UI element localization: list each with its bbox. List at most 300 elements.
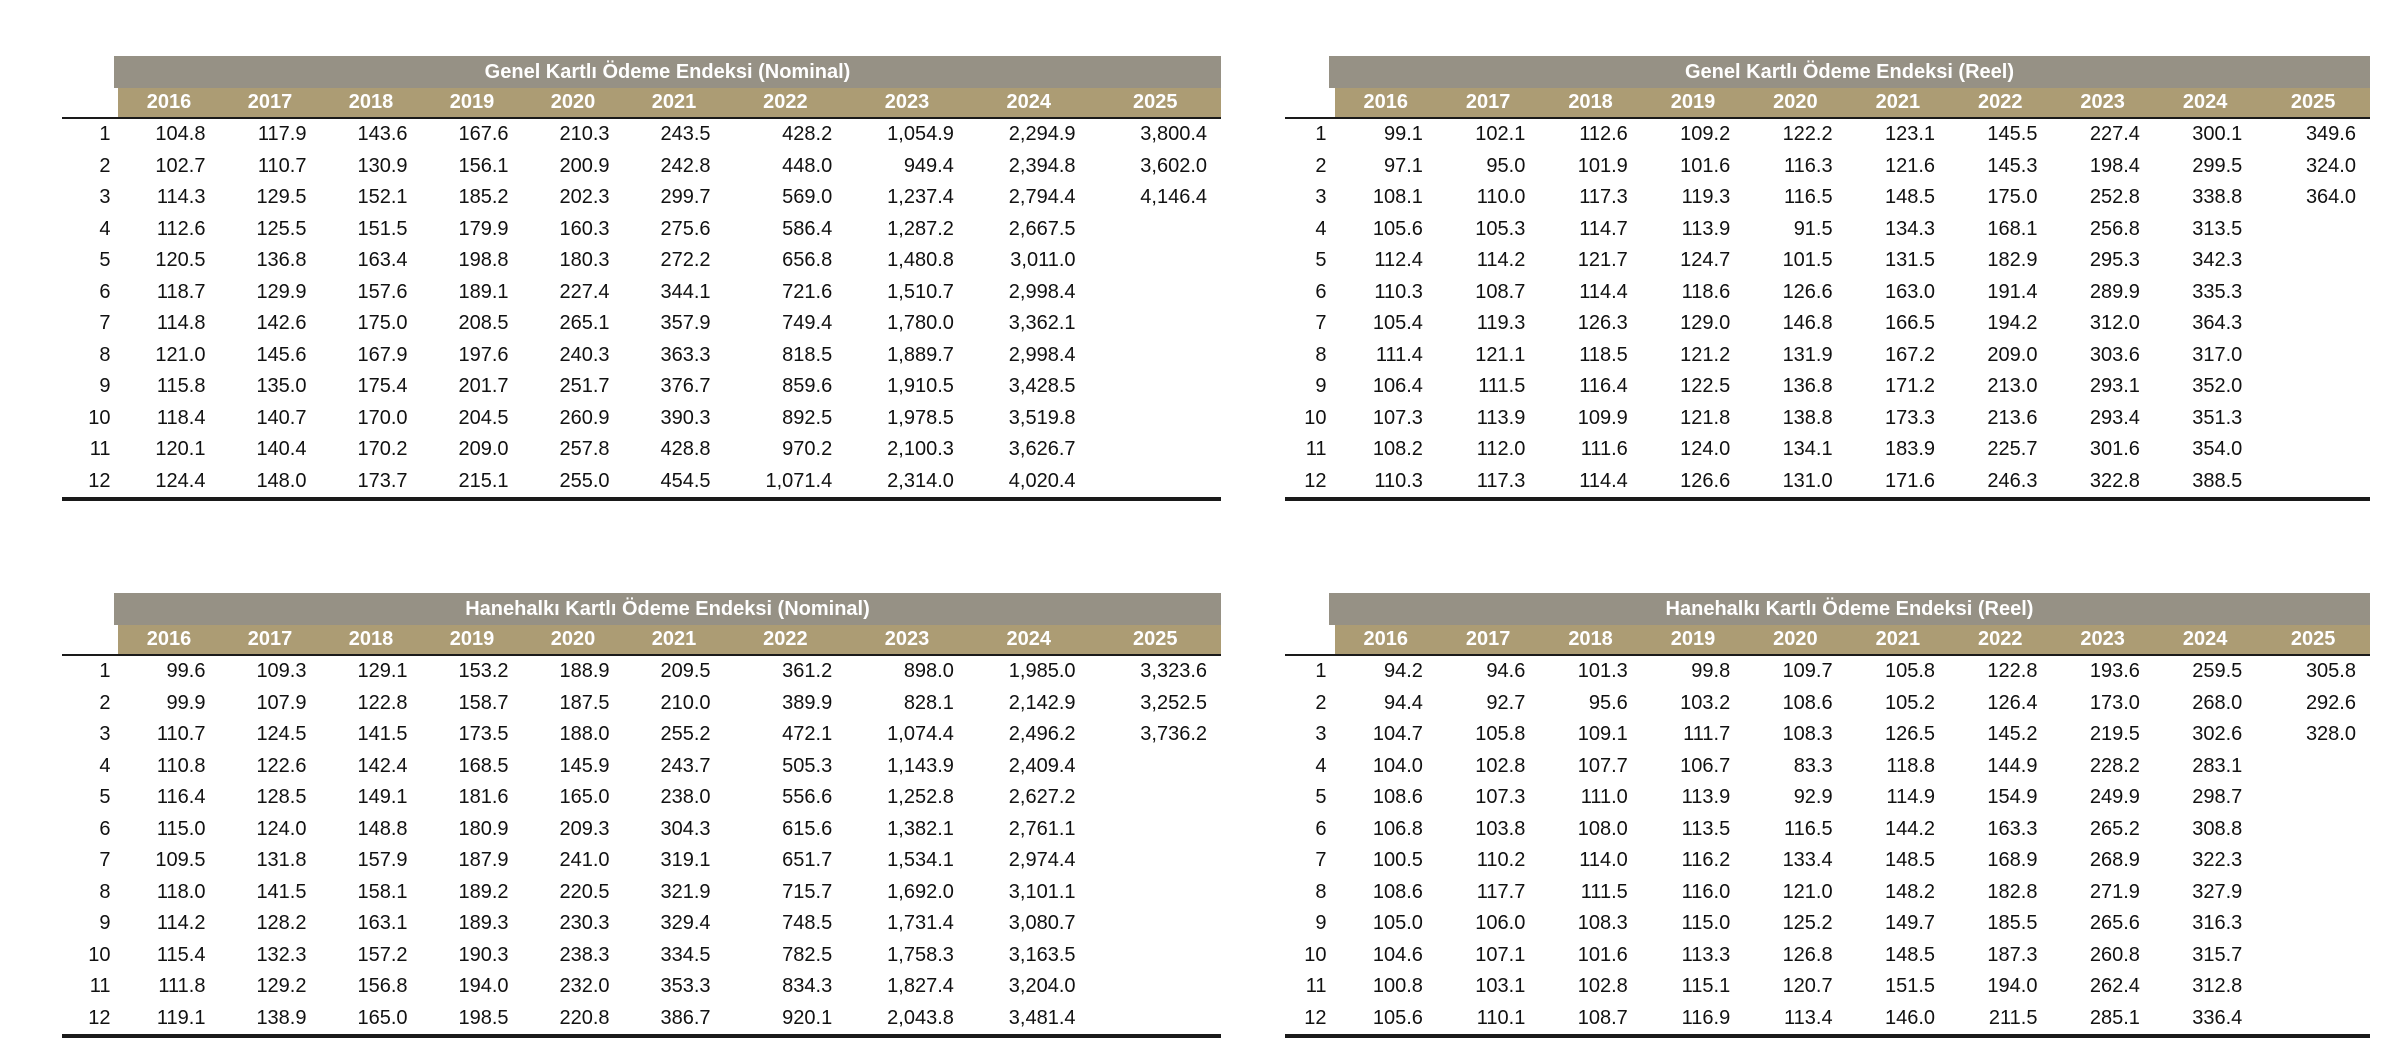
year-header: 2021 (624, 88, 725, 118)
value-cell: 211.5 (1988, 1006, 2038, 1029)
value-cell: 101.5 (1782, 249, 1833, 272)
value-cell: 111.6 (1580, 438, 1628, 461)
table-row (62, 751, 1221, 783)
value-cell: 180.3 (559, 249, 610, 272)
value-cell: 100.5 (1372, 849, 1423, 872)
value-cell (2256, 277, 2370, 309)
value-cell: 118.8 (1886, 754, 1936, 777)
value-cell (1090, 371, 1221, 403)
value-cell: 173.0 (2089, 691, 2140, 714)
value-cell: 105.6 (1372, 217, 1423, 240)
value-cell: 102.8 (1475, 754, 1526, 777)
value-cell: 265.2 (2089, 817, 2140, 840)
table-row (62, 371, 1221, 403)
value-cell: 121.2 (1680, 343, 1731, 366)
value-cell: 238.3 (559, 943, 610, 966)
month-label: 8 (99, 343, 111, 366)
table-row (1285, 151, 2370, 183)
value-cell: 116.5 (1784, 817, 1833, 840)
year-header: 2024 (2154, 625, 2256, 655)
value-cell: 364.0 (2305, 186, 2356, 209)
value-cell: 102.1 (1475, 123, 1526, 146)
value-cell: 99.1 (1384, 123, 1423, 146)
value-cell: 4,146.4 (1140, 186, 1207, 209)
value-cell: 110.7 (156, 723, 206, 746)
value-cell: 335.3 (2192, 280, 2243, 303)
value-cell: 113.9 (1681, 786, 1731, 809)
value-cell: 255.2 (660, 723, 711, 746)
value-cell: 116.3 (1784, 154, 1833, 177)
value-cell: 149.1 (357, 786, 408, 809)
value-cell: 1,252.8 (887, 786, 954, 809)
year-header: 2020 (1744, 625, 1846, 655)
value-cell: 163.0 (1884, 280, 1936, 303)
value-cell: 1,692.0 (887, 880, 954, 903)
value-cell: 353.3 (660, 975, 711, 998)
table-row (1285, 403, 2370, 435)
table-row (62, 814, 1221, 846)
value-cell: 185.5 (1987, 912, 2038, 935)
year-header: 2024 (968, 88, 1090, 118)
year-header: 2019 (422, 625, 523, 655)
table-row (62, 877, 1221, 909)
header-blank (1285, 625, 1335, 655)
value-cell: 117.7 (1476, 880, 1526, 903)
value-cell: 114.9 (1886, 786, 1936, 809)
value-cell: 99.6 (166, 660, 206, 683)
month-label: 3 (99, 723, 111, 746)
value-cell: 818.5 (782, 343, 833, 366)
value-cell (2256, 308, 2370, 340)
year-header: 2017 (1437, 88, 1539, 118)
value-cell (1090, 845, 1221, 877)
value-cell: 3,428.5 (1008, 375, 1076, 398)
value-cell: 108.7 (1577, 1006, 1628, 1029)
month-label: 9 (1315, 912, 1327, 935)
value-cell: 213.6 (1987, 406, 2038, 429)
table-row (1285, 751, 2370, 783)
value-cell: 357.9 (660, 312, 711, 335)
value-cell (1090, 940, 1221, 972)
value-cell: 3,362.1 (1008, 312, 1076, 335)
value-cell: 108.1 (1372, 186, 1423, 209)
value-cell (2256, 814, 2370, 846)
value-cell: 312.8 (2192, 975, 2243, 998)
table-row (62, 182, 1221, 214)
year-header: 2019 (422, 88, 523, 118)
table-row (1285, 245, 2370, 277)
table-row (1285, 182, 2370, 214)
value-cell: 108.6 (1372, 786, 1423, 809)
value-cell: 117.9 (257, 123, 307, 146)
value-cell: 303.6 (2089, 343, 2140, 366)
value-cell: 141.5 (357, 723, 408, 746)
value-cell: 327.9 (2192, 880, 2243, 903)
value-cell: 118.5 (1579, 343, 1628, 366)
value-cell: 101.9 (1577, 154, 1628, 177)
value-cell: 2,294.9 (1008, 123, 1076, 146)
value-cell: 285.1 (2089, 1006, 2140, 1029)
month-label: 3 (1315, 186, 1327, 209)
value-cell: 3,602.0 (1140, 154, 1207, 177)
value-cell: 114.7 (1579, 217, 1628, 240)
value-cell: 272.2 (660, 249, 711, 272)
value-cell: 105.4 (1372, 312, 1423, 335)
value-cell: 209.5 (660, 660, 711, 683)
value-cell: 95.0 (1486, 154, 1526, 177)
value-cell: 138.8 (1782, 406, 1833, 429)
value-cell: 110.3 (1374, 469, 1423, 492)
value-cell: 121.6 (1884, 154, 1936, 177)
value-cell: 116.0 (1681, 880, 1731, 903)
value-cell: 140.7 (256, 406, 307, 429)
month-label: 4 (1315, 754, 1327, 777)
month-label: 12 (1304, 469, 1327, 492)
value-cell: 131.9 (1782, 343, 1833, 366)
value-cell: 1,827.4 (887, 975, 954, 998)
value-cell (1090, 340, 1221, 372)
value-cell: 112.6 (156, 217, 206, 240)
table-row (1285, 118, 2370, 151)
value-cell: 2,409.4 (1008, 754, 1076, 777)
value-cell: 4,020.4 (1008, 469, 1076, 492)
value-cell: 329.4 (660, 912, 711, 935)
month-label: 11 (89, 438, 111, 461)
value-cell: 156.1 (458, 154, 509, 177)
value-cell: 364.3 (2192, 312, 2243, 335)
value-cell: 201.7 (458, 375, 509, 398)
value-cell: 3,323.6 (1140, 660, 1207, 683)
value-cell: 145.3 (1987, 154, 2038, 177)
value-cell: 156.8 (357, 975, 408, 998)
value-cell: 105.2 (1884, 691, 1936, 714)
value-cell: 316.3 (2192, 912, 2243, 935)
table-row (62, 688, 1221, 720)
value-cell: 129.0 (1680, 312, 1731, 335)
data-table (62, 88, 1221, 501)
month-label: 11 (1305, 975, 1327, 998)
data-table (1285, 625, 2370, 1038)
value-cell: 243.7 (660, 754, 711, 777)
month-label: 10 (88, 943, 111, 966)
value-cell: 101.6 (1577, 943, 1628, 966)
year-header: 2025 (1090, 625, 1221, 655)
value-cell: 2,142.9 (1008, 691, 1076, 714)
value-cell: 3,481.4 (1008, 1006, 1076, 1029)
value-cell: 1,054.9 (887, 123, 954, 146)
value-cell: 132.3 (256, 943, 307, 966)
year-header: 2019 (1642, 88, 1744, 118)
value-cell: 651.7 (782, 849, 833, 872)
value-cell: 1,985.0 (1008, 660, 1076, 683)
value-cell: 116.5 (1784, 186, 1833, 209)
table-row (62, 340, 1221, 372)
value-cell (2256, 245, 2370, 277)
year-header: 2021 (1847, 88, 1949, 118)
value-cell: 115.8 (156, 375, 206, 398)
value-cell: 3,626.7 (1008, 438, 1076, 461)
value-cell: 110.1 (1476, 1006, 1526, 1029)
value-cell: 118.4 (156, 406, 206, 429)
value-cell: 3,204.0 (1008, 975, 1076, 998)
value-cell: 1,758.3 (887, 943, 954, 966)
value-cell: 99.8 (1691, 660, 1731, 683)
value-cell: 117.3 (1579, 186, 1628, 209)
month-label: 6 (1315, 280, 1327, 303)
header-row (62, 625, 1221, 655)
month-label: 5 (99, 249, 111, 272)
table-hanehalki-nominal (62, 593, 1221, 1038)
value-cell: 232.0 (559, 975, 610, 998)
value-cell: 115.1 (1681, 975, 1731, 998)
month-label: 12 (88, 469, 111, 492)
table-row (1285, 214, 2370, 246)
value-cell: 194.0 (458, 975, 509, 998)
value-cell: 321.9 (660, 880, 711, 903)
value-cell: 293.1 (2089, 375, 2140, 398)
value-cell: 180.9 (458, 817, 509, 840)
value-cell: 782.5 (782, 943, 833, 966)
value-cell: 170.2 (357, 438, 408, 461)
value-cell (2256, 1003, 2370, 1037)
header-row (1285, 625, 2370, 655)
value-cell: 448.0 (782, 154, 833, 177)
value-cell: 1,731.4 (887, 912, 954, 935)
value-cell: 140.4 (256, 438, 307, 461)
value-cell: 187.3 (1987, 943, 2038, 966)
value-cell: 454.5 (660, 469, 711, 492)
value-cell: 105.8 (1884, 660, 1936, 683)
value-cell: 151.5 (357, 217, 408, 240)
value-cell: 569.0 (782, 186, 833, 209)
value-cell: 109.9 (1577, 406, 1628, 429)
value-cell: 163.4 (357, 249, 408, 272)
value-cell: 168.5 (458, 754, 509, 777)
value-cell: 148.2 (1884, 880, 1936, 903)
value-cell: 265.1 (559, 312, 610, 335)
value-cell: 108.0 (1577, 817, 1628, 840)
month-label: 12 (88, 1006, 111, 1029)
value-cell: 142.6 (256, 312, 307, 335)
value-cell: 298.7 (2192, 786, 2243, 809)
value-cell: 102.8 (1577, 975, 1628, 998)
value-cell (1090, 466, 1221, 500)
value-cell: 113.3 (1681, 943, 1731, 966)
year-header: 2016 (118, 88, 219, 118)
value-cell: 920.1 (782, 1006, 833, 1029)
value-cell: 110.2 (1476, 849, 1526, 872)
month-label: 7 (99, 312, 111, 335)
table-row (62, 466, 1221, 500)
value-cell: 129.1 (357, 660, 408, 683)
value-cell: 94.2 (1384, 660, 1423, 683)
value-cell: 118.0 (156, 880, 206, 903)
month-label: 6 (99, 817, 111, 840)
value-cell: 167.6 (458, 123, 509, 146)
value-cell: 105.6 (1372, 1006, 1423, 1029)
value-cell (2256, 877, 2370, 909)
value-cell: 386.7 (660, 1006, 711, 1029)
value-cell: 271.9 (2089, 880, 2140, 903)
value-cell: 113.5 (1681, 817, 1731, 840)
table-row (1285, 971, 2370, 1003)
value-cell: 123.1 (1884, 123, 1936, 146)
value-cell: 83.3 (1793, 754, 1833, 777)
value-cell: 148.5 (1884, 943, 1936, 966)
month-label: 3 (99, 186, 111, 209)
value-cell: 121.0 (155, 343, 206, 366)
value-cell: 129.5 (256, 186, 307, 209)
year-header: 2025 (2256, 625, 2370, 655)
value-cell: 114.3 (156, 186, 206, 209)
value-cell: 145.2 (1987, 723, 2038, 746)
value-cell: 198.5 (458, 1006, 509, 1029)
table-title: Hanehalkı Kartlı Ödeme Endeksi (Nominal) (114, 593, 1221, 625)
value-cell: 220.8 (559, 1006, 610, 1029)
value-cell: 111.5 (1478, 375, 1526, 398)
value-cell: 126.6 (1782, 280, 1833, 303)
value-cell: 208.5 (458, 312, 509, 335)
value-cell: 109.7 (1782, 660, 1833, 683)
value-cell: 187.5 (559, 691, 610, 714)
value-cell: 213.0 (1987, 375, 2038, 398)
value-cell: 112.4 (1374, 249, 1423, 272)
table-hanehalki-reel (1285, 593, 2370, 1038)
value-cell: 312.0 (2089, 312, 2140, 335)
value-cell: 158.1 (357, 880, 408, 903)
value-cell: 198.8 (458, 249, 509, 272)
value-cell: 102.7 (155, 154, 206, 177)
value-cell: 103.8 (1475, 817, 1526, 840)
value-cell: 376.7 (660, 375, 711, 398)
table-row (1285, 908, 2370, 940)
value-cell: 262.4 (2089, 975, 2140, 998)
value-cell: 153.2 (458, 660, 509, 683)
value-cell: 315.7 (2192, 943, 2243, 966)
value-cell: 105.8 (1475, 723, 1526, 746)
value-cell: 586.4 (782, 217, 833, 240)
value-cell: 114.4 (1579, 469, 1628, 492)
value-cell: 148.5 (1884, 186, 1936, 209)
value-cell: 106.0 (1475, 912, 1526, 935)
value-cell: 114.2 (1476, 249, 1526, 272)
value-cell: 189.1 (458, 280, 509, 303)
value-cell: 138.9 (256, 1006, 307, 1029)
month-label: 5 (1315, 786, 1327, 809)
value-cell: 94.6 (1486, 660, 1526, 683)
table-row (62, 1003, 1221, 1037)
value-cell: 130.9 (357, 154, 408, 177)
value-cell: 167.9 (357, 343, 408, 366)
year-header: 2017 (219, 625, 320, 655)
value-cell: 209.0 (1987, 343, 2038, 366)
value-cell: 202.3 (559, 186, 610, 209)
value-cell: 148.5 (1884, 849, 1936, 872)
month-label: 5 (99, 786, 111, 809)
year-header: 2023 (2051, 88, 2153, 118)
value-cell: 111.4 (1375, 343, 1423, 366)
year-header: 2018 (321, 88, 422, 118)
value-cell: 505.3 (782, 754, 833, 777)
value-cell: 183.9 (1884, 438, 1936, 461)
month-label: 1 (1315, 123, 1327, 146)
value-cell: 171.6 (1884, 469, 1936, 492)
value-cell: 210.3 (559, 123, 610, 146)
value-cell: 194.0 (1987, 975, 2038, 998)
value-cell: 121.7 (1577, 249, 1628, 272)
year-header: 2017 (1437, 625, 1539, 655)
value-cell: 131.8 (256, 849, 307, 872)
month-label: 7 (99, 849, 111, 872)
value-cell: 108.2 (1372, 438, 1423, 461)
month-label: 7 (1315, 849, 1327, 872)
value-cell: 215.1 (458, 469, 509, 492)
table-row (1285, 655, 2370, 688)
value-cell: 128.5 (256, 786, 307, 809)
table-row (62, 118, 1221, 151)
value-cell: 189.3 (458, 912, 509, 935)
value-cell: 220.5 (559, 880, 610, 903)
value-cell: 283.1 (2192, 754, 2243, 777)
month-label: 1 (99, 123, 111, 146)
year-header: 2020 (1744, 88, 1846, 118)
value-cell: 110.7 (257, 154, 307, 177)
value-cell: 92.9 (1793, 786, 1833, 809)
value-cell: 105.0 (1372, 912, 1423, 935)
value-cell: 92.7 (1486, 691, 1526, 714)
value-cell: 241.0 (559, 849, 610, 872)
value-cell: 1,910.5 (887, 375, 954, 398)
value-cell: 2,627.2 (1008, 786, 1076, 809)
value-cell: 175.0 (1987, 186, 2038, 209)
value-cell: 116.9 (1681, 1006, 1731, 1029)
value-cell: 2,974.4 (1008, 849, 1076, 872)
value-cell: 209.0 (458, 438, 509, 461)
value-cell: 190.3 (458, 943, 509, 966)
year-header: 2017 (219, 88, 320, 118)
value-cell: 656.8 (782, 249, 833, 272)
value-cell: 114.2 (156, 912, 206, 935)
value-cell: 209.3 (559, 817, 610, 840)
value-cell: 2,998.4 (1008, 343, 1076, 366)
table-genel-reel (1285, 56, 2370, 501)
table-row (1285, 277, 2370, 309)
value-cell: 126.5 (1884, 723, 1936, 746)
table-row (62, 434, 1221, 466)
value-cell: 228.2 (2089, 754, 2140, 777)
value-cell: 111.5 (1580, 880, 1628, 903)
value-cell: 91.5 (1793, 217, 1833, 240)
value-cell: 95.6 (1588, 691, 1628, 714)
value-cell: 1,287.2 (887, 217, 954, 240)
value-cell: 299.5 (2192, 154, 2243, 177)
header-row (1285, 88, 2370, 118)
value-cell: 106.8 (1372, 817, 1423, 840)
value-cell: 122.8 (357, 691, 408, 714)
value-cell: 191.4 (1987, 280, 2038, 303)
value-cell: 97.1 (1384, 154, 1423, 177)
value-cell: 119.1 (156, 1006, 206, 1029)
value-cell: 125.5 (256, 217, 307, 240)
table-row (62, 908, 1221, 940)
value-cell: 107.9 (256, 691, 307, 714)
value-cell (2256, 371, 2370, 403)
value-cell: 334.5 (660, 943, 711, 966)
value-cell: 111.7 (1683, 723, 1731, 746)
month-label: 1 (1315, 660, 1327, 683)
value-cell: 142.4 (357, 754, 408, 777)
value-cell: 182.9 (1987, 249, 2038, 272)
